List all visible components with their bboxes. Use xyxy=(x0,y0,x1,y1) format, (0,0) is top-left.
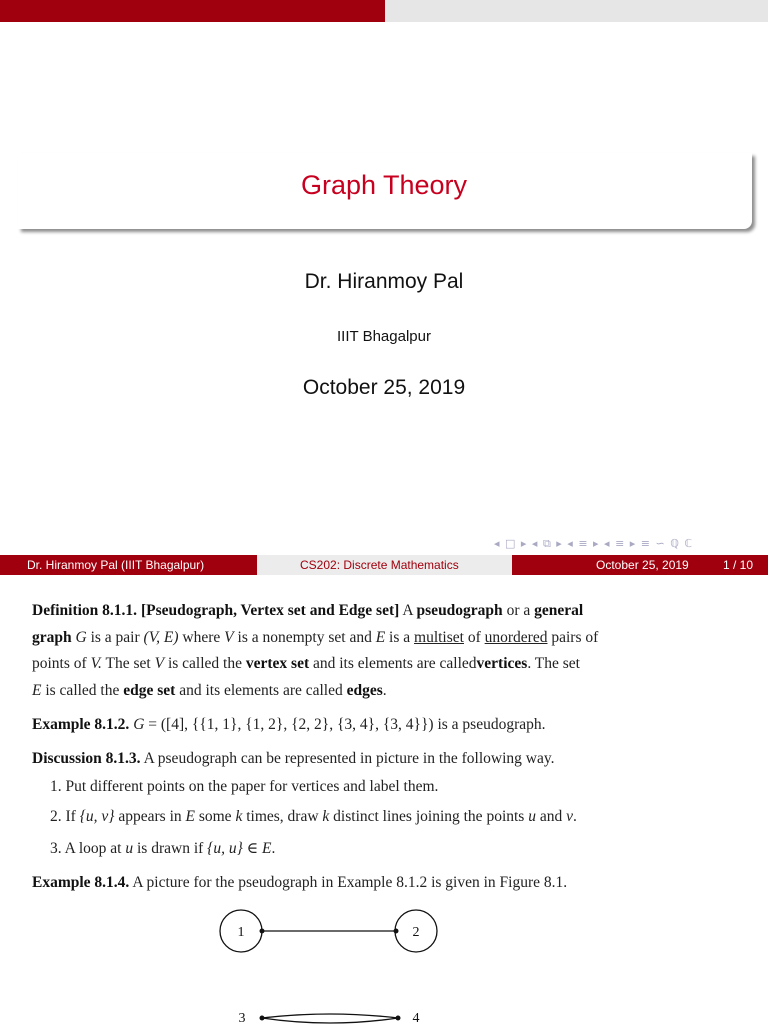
footer-date: October 25, 2019 xyxy=(596,558,689,572)
slide-date: October 25, 2019 xyxy=(302,376,466,399)
list-item-1: 1. Put different points on the paper for vertices and label them. xyxy=(50,778,439,795)
edge-endpoint-1 xyxy=(260,929,265,934)
slide-author: Dr. Hiranmoy Pal xyxy=(304,270,464,293)
definition-line-2: graph G is a pair (V, E) where V is a nonempty set and E is a multiset of unordered pairs of xyxy=(32,629,599,646)
pseudograph-formula: ([4], {{1, 1}, {1, 2}, {2, 2}, {3, 4}, {3, 4}}) xyxy=(160,716,434,733)
vertex-2-label: 2 xyxy=(412,925,420,940)
footer-page-number: 1 / 10 xyxy=(723,558,754,572)
example-8-1-4: Example 8.1.4. A picture for the pseudograph in Example 8.1.2 is given in Figure 8.1. xyxy=(32,874,568,891)
vertex-4-label: 4 xyxy=(412,1011,420,1024)
vertex-3-point xyxy=(260,1016,265,1021)
discussion-8-1-3: Discussion 8.1.3. A pseudograph can be represented in picture in the following way. xyxy=(32,750,555,767)
list-item-3: 3. A loop at u is drawn if {u, u} ∈ E. xyxy=(50,840,276,857)
list-item-2: 2. If {u, v} appears in E some k times, draw k distinct lines joining the points u and v. xyxy=(50,808,577,825)
footer-course: CS202: Discrete Mathematics xyxy=(300,558,459,572)
slide-title: Graph Theory xyxy=(300,170,468,200)
edge-endpoint-2 xyxy=(394,929,399,934)
beamer-navigation-icons[interactable]: ◂ □ ▸ ◂ ⧉ ▸ ◂ ≡ ▸ ◂ ≡ ▸ ≡ ∽ ℚ ℂ xyxy=(494,537,694,550)
definition-line-1: Definition 8.1.1. [Pseudograph, Vertex set and Edge set] A pseudograph or a general xyxy=(32,602,584,619)
footer-author: Dr. Hiranmoy Pal (IIIT Bhagalpur) xyxy=(27,558,205,572)
edge-3-4-b xyxy=(262,1014,398,1018)
vertex-1-label: 1 xyxy=(237,925,245,940)
slide-institute: IIIT Bhagalpur xyxy=(337,328,431,345)
vertex-3-label: 3 xyxy=(238,1011,246,1024)
definition-line-4: E is called the edge set and its elements are called edges. xyxy=(32,682,387,699)
edge-3-4-a xyxy=(262,1018,398,1023)
definition-line-3: points of V. The set V is called the vertex set and its elements are calledvertices. The set xyxy=(32,655,580,672)
example-8-1-2: Example 8.1.2. G = ([4], {{1, 1}, {1, 2}, {2, 2}, {3, 4}, {3, 4}}) is a pseudograph. xyxy=(32,716,546,733)
vertex-4-point xyxy=(396,1016,401,1021)
